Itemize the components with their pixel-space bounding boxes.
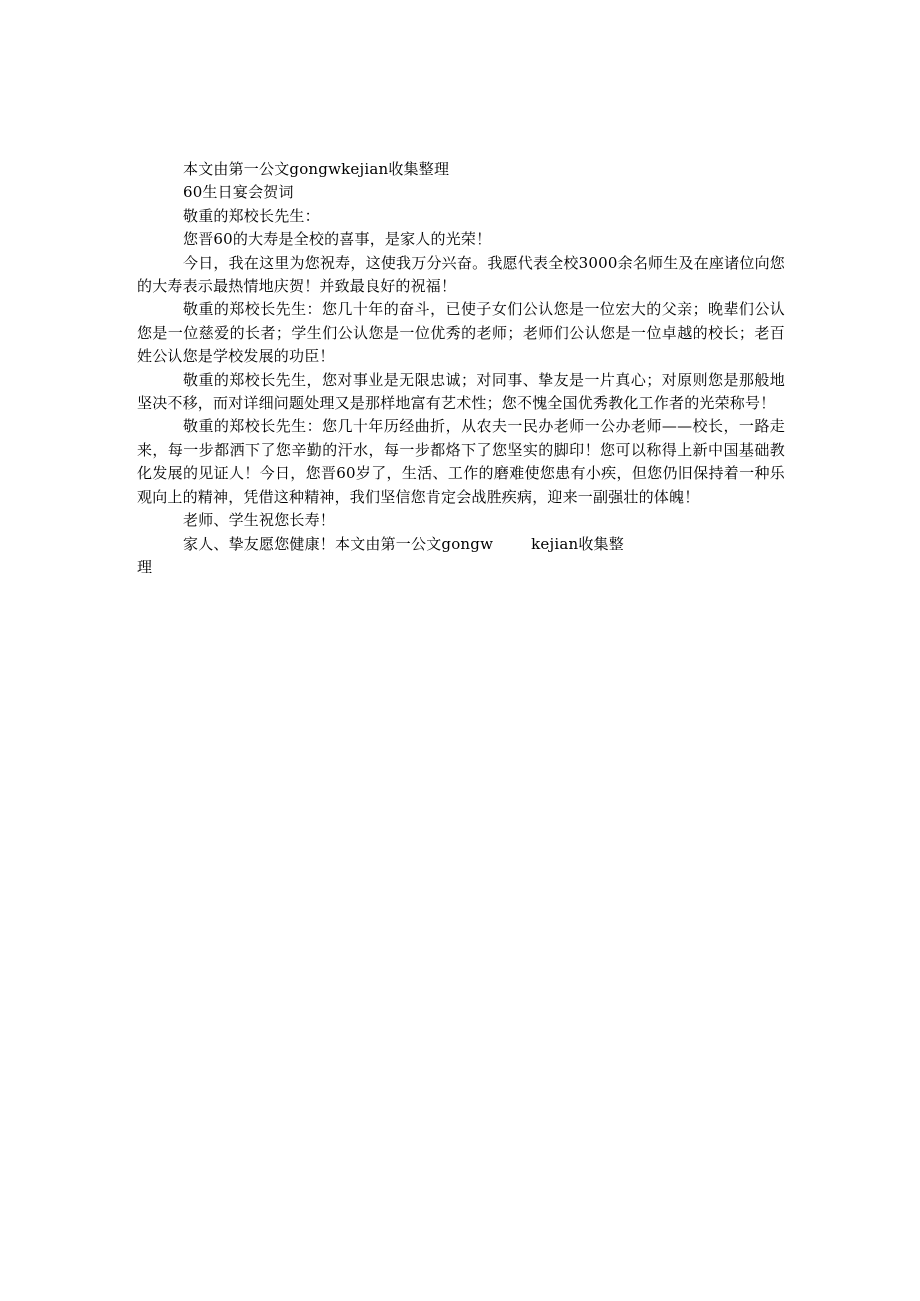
- paragraph: 您晋60的大寿是全校的喜事，是家人的光荣！: [183, 230, 492, 249]
- closing-tail: 理: [137, 557, 153, 576]
- paragraph: 敬重的郑校长先生，您对事业是无限忠诚；对同事、挚友是一片真心；对原则您是那般地坚决不移，而对详细问题处理又是那样地富有艺术性；您不愧全国优秀教化工作者的光荣称号！: [137, 370, 785, 413]
- document-body: [137, 158, 785, 579]
- closing-text-part2: kejian收集整: [531, 534, 624, 553]
- paragraph: 敬重的郑校长先生：您几十年的奋斗，已使子女们公认您是一位宏大的父亲；晚辈们公认您是一位慈爱的长者；学生们公认您是一位优秀的老师；老师们公认您是一位卓越的校长；老百姓公认您是学校发展的功臣！: [137, 300, 785, 366]
- closing-line: [137, 533, 785, 556]
- source-note: 本文由第一公文gongwkejian收集整理: [183, 160, 450, 178]
- salutation: 敬重的郑校长先生：: [183, 206, 320, 225]
- paragraph: 敬重的郑校长先生：您几十年历经曲折，从农夫一民办老师一公办老师——校长，一路走来，每一步都洒下了您辛勤的汗水，每一步都烙下了您坚实的脚印！您可以称得上新中国基础教化发展的见证人！今日，您晋60岁了，生活、工作的磨难使您患有小疾，但您仍旧保持着一种乐观向上的精神，凭借这种精神，我们坚信您肯定会战胜疾病，迎来一副强壮的体魄！: [137, 417, 785, 506]
- closing-text-part1: 家人、挚友愿您健康！本文由第一公文gongw: [183, 534, 494, 553]
- document-title: 60生日宴会贺词: [183, 183, 294, 202]
- paragraph: 老师、学生祝您长寿！: [183, 511, 336, 530]
- paragraph: 今日，我在这里为您祝寿，这使我万分兴奋。我愿代表全校3000余名师生及在座诸位向您的大寿表示最热情地庆贺！并致最良好的祝福！: [137, 253, 785, 296]
